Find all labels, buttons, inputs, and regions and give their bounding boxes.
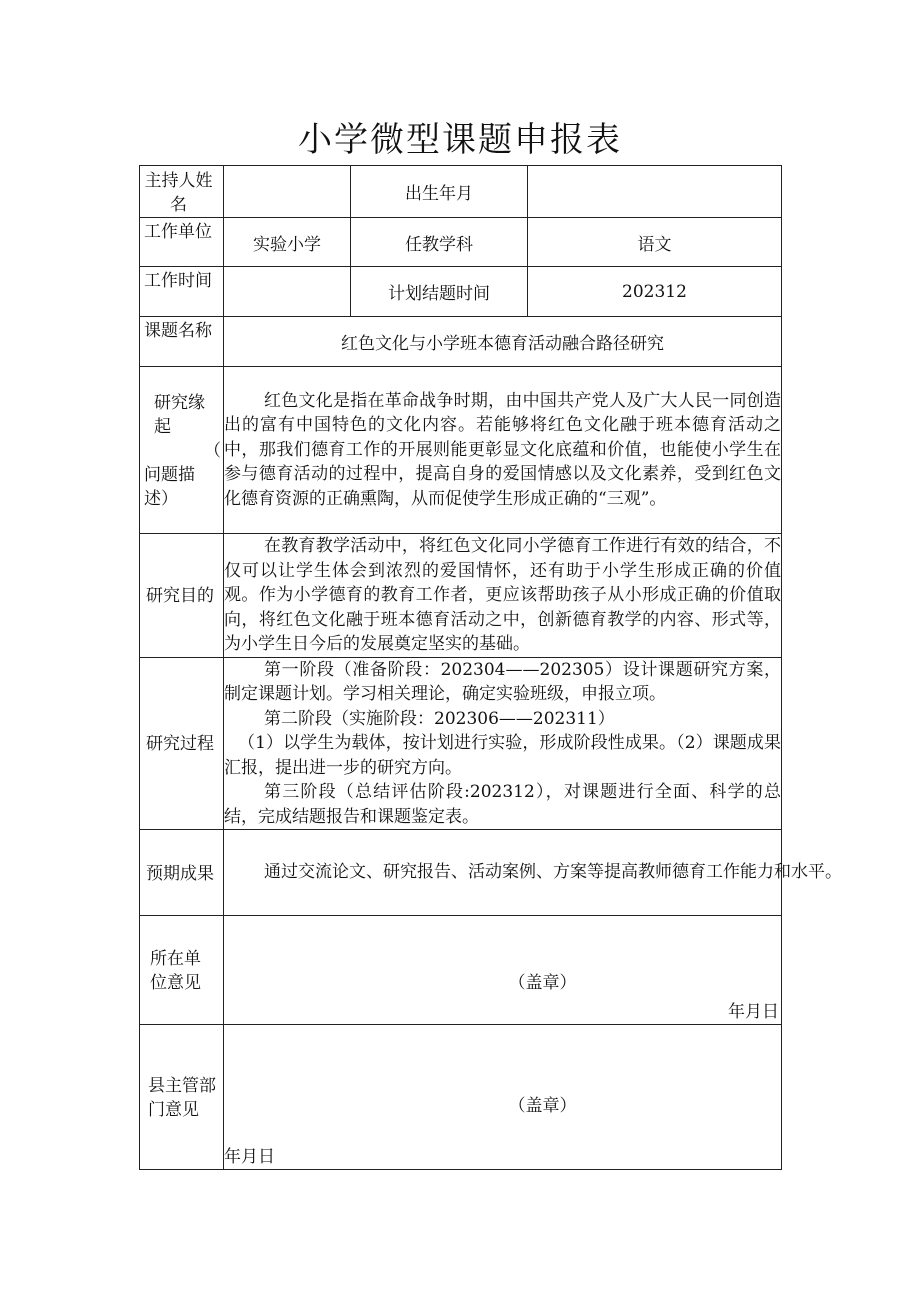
- unit-label: 工作单位: [140, 218, 224, 267]
- page-title: 小学微型课题申报表: [298, 120, 622, 160]
- host-name-value[interactable]: [224, 166, 351, 218]
- origin-label: [140, 367, 224, 534]
- application-form-table: [139, 165, 842, 1170]
- unit-value[interactable]: 实验小学: [224, 218, 351, 267]
- plan-end-value[interactable]: 202312: [528, 267, 782, 317]
- county-opinion-stamp: （盖章）: [508, 1096, 577, 1116]
- process-stage-1: 第一阶段（准备阶段：202304——202305）设计课题研究方案，制定课题计划。学习相关理论，确定实验班级，申报立项。: [224, 659, 781, 704]
- row-topic: [140, 317, 782, 367]
- unit-opinion-label: 所在单位意见: [140, 916, 224, 1025]
- process-text-cell: [224, 657, 782, 830]
- unit-opinion-cell: [224, 916, 782, 1025]
- unit-opinion-stamp: （盖章）: [508, 973, 577, 993]
- host-name-label: 主持人姓名: [140, 166, 224, 218]
- origin-label-line3: 问题描述）: [144, 465, 195, 509]
- plan-end-label: 计划结题时间: [351, 267, 528, 317]
- row-host: [140, 166, 782, 218]
- origin-text-cell: [224, 367, 782, 534]
- outcome-text-cell: [224, 830, 842, 916]
- origin-label-line1: 研究缘起: [154, 393, 205, 437]
- row-unit-opinion: [140, 916, 782, 1025]
- topic-label: 课题名称: [140, 317, 224, 367]
- subject-value[interactable]: 语文: [528, 218, 782, 267]
- topic-value[interactable]: 红色文化与小学班本德育活动融合路径研究: [224, 317, 782, 367]
- process-label: 研究过程: [140, 657, 224, 830]
- birth-label: 出生年月: [351, 166, 528, 218]
- process-stage-2: 第二阶段（实施阶段：202306——202311）: [264, 708, 615, 729]
- row-process: [140, 657, 782, 830]
- row-unit: [140, 218, 782, 267]
- row-purpose: [140, 534, 782, 658]
- origin-label-line2: （: [204, 441, 221, 461]
- purpose-text-cell: [224, 534, 782, 658]
- outcome-text: 通过交流论文、研究报告、活动案例、方案等提高教师德育工作能力和水平。: [264, 862, 842, 883]
- row-outcome: [140, 830, 782, 916]
- origin-text: 红色文化是指在革命战争时期，由中国共产党人及广大人民一同创造出的富有中国特色的文化内容。若能够将红色文化融于班本德育活动之中，那我们德育工作的开展则能更彰显文化底蕴和价值，也能使小学生在参与德育活动的过程中，提高自身的爱国情感以及文化素养，受到红色文化德育资源的正确熏陶，从而促使学生形成正确的“三观”。: [224, 390, 781, 509]
- county-opinion-label: 县主管部门意见: [140, 1025, 224, 1170]
- work-time-label: 工作时间: [140, 267, 224, 317]
- subject-label: 任教学科: [351, 218, 528, 267]
- work-time-value[interactable]: [224, 267, 351, 317]
- county-opinion-date: 年月日: [224, 1147, 275, 1167]
- row-work-time: [140, 267, 782, 317]
- county-opinion-cell: [224, 1025, 782, 1170]
- row-county-opinion: [140, 1025, 782, 1170]
- process-stage-2-detail: （1）以学生为载体，按计划进行实验，形成阶段性成果。（2）课题成果汇报，提出进一步的研究方向。: [224, 733, 781, 778]
- birth-value[interactable]: [528, 166, 782, 218]
- process-stage-3: 第三阶段（总结评估阶段:202312），对课题进行全面、科学的总结，完成结题报告和课题鉴定表。: [224, 782, 781, 827]
- unit-opinion-date: 年月日: [728, 1002, 779, 1022]
- row-origin: [140, 367, 782, 534]
- outcome-label: 预期成果: [140, 830, 224, 916]
- purpose-text: 在教育教学活动中，将红色文化同小学德育工作进行有效的结合，不仅可以让学生体会到浓烈的爱国情怀，还有助于小学生形成正确的价值观。作为小学德育的教育工作者，更应该帮助孩子从小形成正确的价值取向，将红色文化融于班本德育活动之中，创新德育教学的内容、形式等，为小学生日今后的发展奠定坚实的基础。: [224, 536, 781, 654]
- purpose-label: 研究目的: [140, 534, 224, 658]
